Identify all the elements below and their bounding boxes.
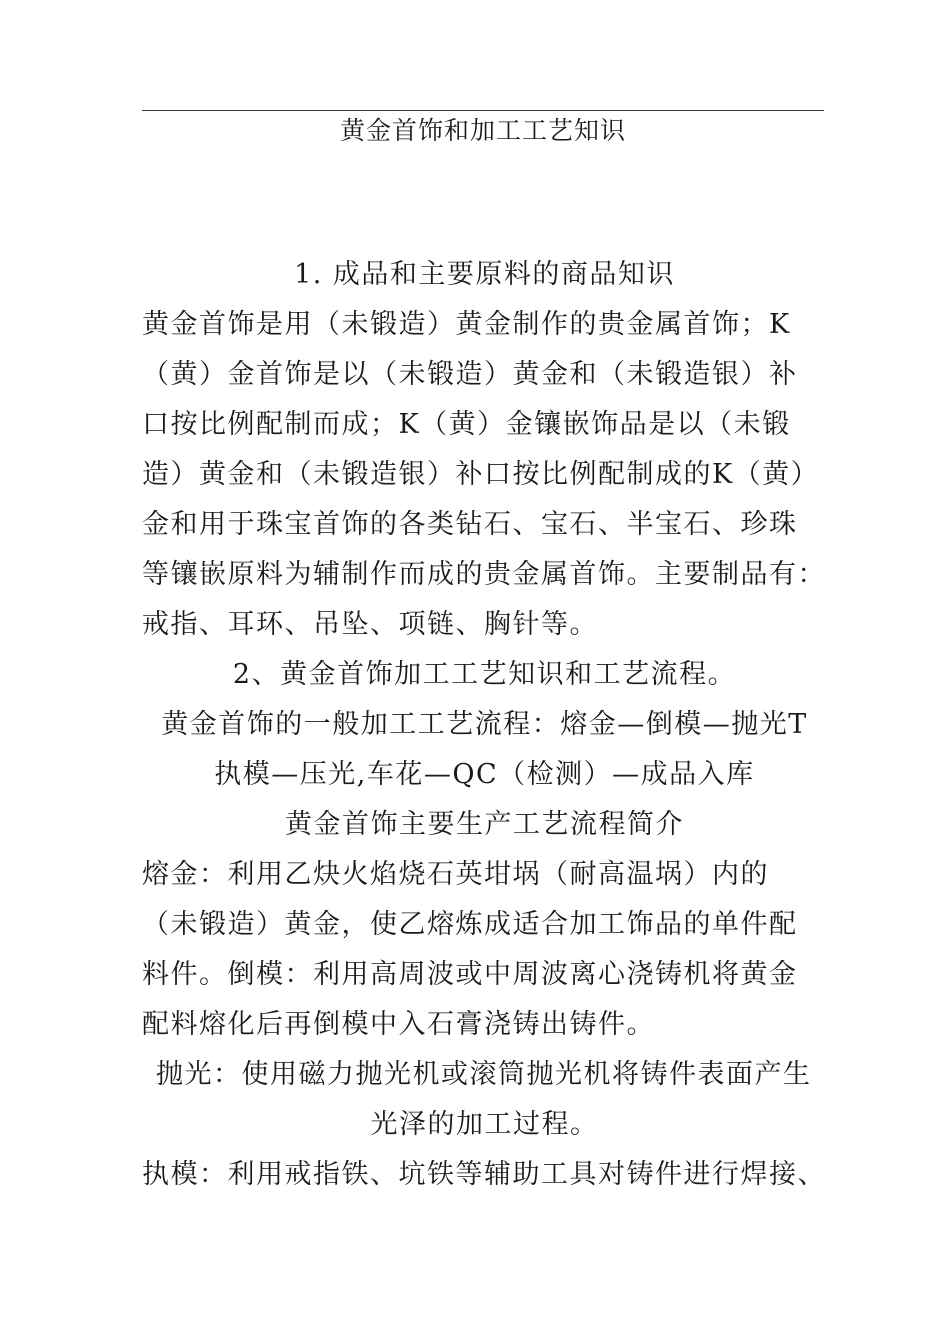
paragraph-line: 金和用于珠宝首饰的各类钻石、宝石、半宝石、珍珠 (142, 509, 798, 540)
paragraph-line: 口按比例配制而成；K（黄）金镶嵌饰品是以（未锻 (142, 409, 791, 440)
paragraph-line: （黄）金首饰是以（未锻造）黄金和（未锻造银）补 (142, 359, 798, 390)
section-heading-1: 1. 成品和主要原料的商品知识 (294, 259, 675, 290)
header-rule (142, 110, 824, 111)
process-flow-line: 执模—压光,车花—QC（检测）—成品入库 (214, 759, 755, 790)
document-title: 黄金首饰和加工工艺知识 (339, 116, 626, 145)
paragraph-line: 光泽的加工过程。 (370, 1109, 599, 1140)
paragraph-line: 熔金：利用乙炔火焰烧石英坩埚（耐高温埚）内的 (142, 859, 769, 890)
process-flow-line: 黄金首饰的一般加工工艺流程：熔金—倒模—抛光T (161, 709, 808, 740)
paragraph-line: 等镶嵌原料为辅制作而成的贵金属首饰。主要制品有： (142, 559, 826, 590)
document-body (142, 250, 827, 1200)
paragraph-line: 配料熔化后再倒模中入石膏浇铸出铸件。 (142, 1009, 655, 1040)
paragraph-line: 戒指、耳环、吊坠、项链、胸针等。 (142, 609, 598, 640)
paragraph-line: 黄金首饰是用（未锻造）黄金制作的贵金属首饰；K (142, 309, 791, 340)
section-heading-2: 2、黄金首饰加工工艺知识和工艺流程。 (232, 659, 737, 690)
paragraph-line: （未锻造）黄金，使乙熔炼成适合加工饰品的单件配 (142, 909, 798, 940)
paragraph-line: 抛光：使用磁力抛光机或滚筒抛光机将铸件表面产生 (156, 1059, 812, 1090)
paragraph-line: 执模：利用戒指铁、坑铁等辅助工具对铸件进行焊接、 (142, 1159, 826, 1190)
paragraph-line: 料件。倒模：利用高周波或中周波离心浇铸机将黄金 (142, 959, 798, 990)
subsection-heading: 黄金首饰主要生产工艺流程简介 (285, 809, 684, 840)
paragraph-line: 造）黄金和（未锻造银）补口按比例配制成的K（黄） (142, 459, 820, 490)
